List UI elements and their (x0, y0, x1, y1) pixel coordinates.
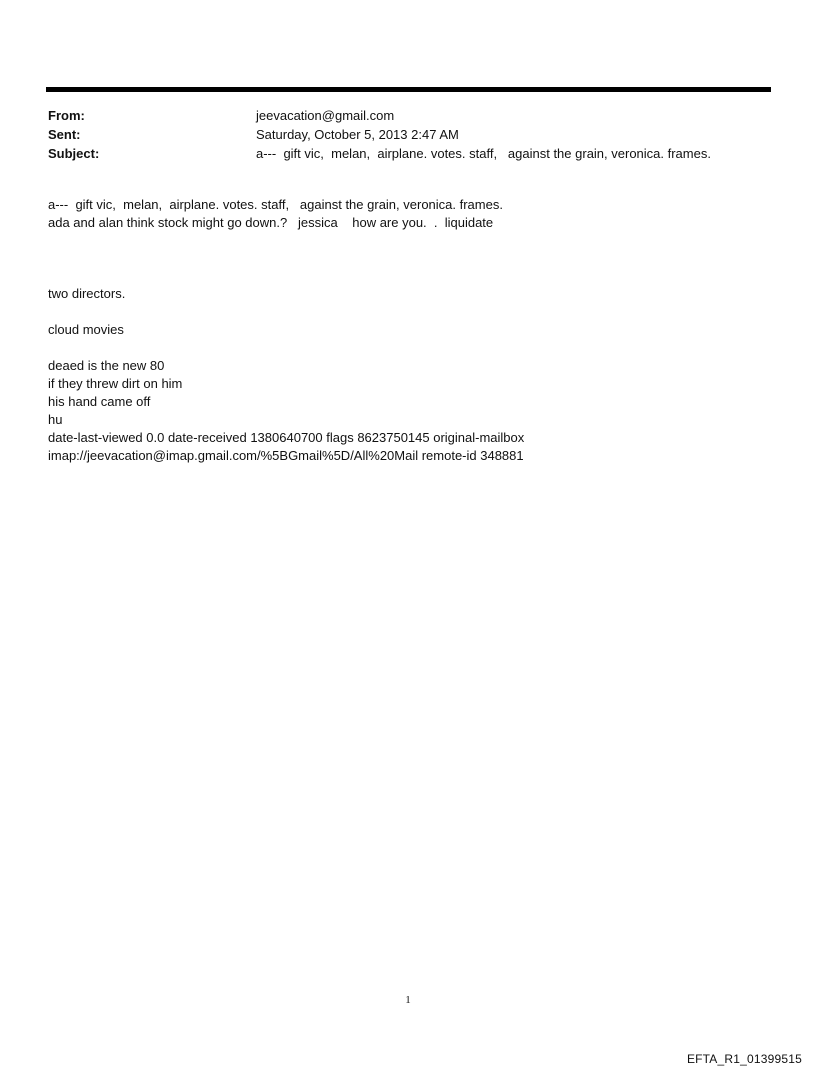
sent-value: Saturday, October 5, 2013 2:47 AM (256, 127, 459, 142)
body-line: if they threw dirt on him (48, 376, 183, 391)
body-line: his hand came off (48, 394, 151, 409)
body-line: hu (48, 412, 63, 427)
body-line: cloud movies (48, 322, 124, 337)
email-header (48, 106, 788, 163)
body-line: two directors. (48, 286, 126, 301)
body-line: a--- gift vic, melan, airplane. votes. staff, against the grain, veronica. frames. (48, 197, 503, 212)
body-line: date-last-viewed 0.0 date-received 1380640700 flags 8623750145 original-mailbox (48, 430, 525, 445)
from-row (48, 106, 788, 125)
from-label: From: (48, 108, 85, 123)
subject-label: Subject: (48, 146, 100, 161)
from-value: jeevacation@gmail.com (256, 108, 395, 123)
subject-row (48, 144, 788, 163)
email-body (48, 196, 788, 465)
subject-value: a--- gift vic, melan, airplane. votes. staff, against the grain, veronica. frames. (256, 146, 711, 161)
sent-row (48, 125, 788, 144)
sent-label: Sent: (48, 127, 81, 142)
body-line: deaed is the new 80 (48, 358, 165, 373)
body-line: ada and alan think stock might go down.? jessica how are you. . liquidate (48, 215, 494, 230)
body-line: imap://jeevacation@imap.gmail.com/%5BGmail%5D/All%20Mail remote-id 348881 (48, 448, 524, 463)
page-number: 1 (405, 994, 411, 1006)
header-divider (46, 87, 771, 92)
document-id: EFTA_R1_01399515 (686, 1052, 802, 1066)
